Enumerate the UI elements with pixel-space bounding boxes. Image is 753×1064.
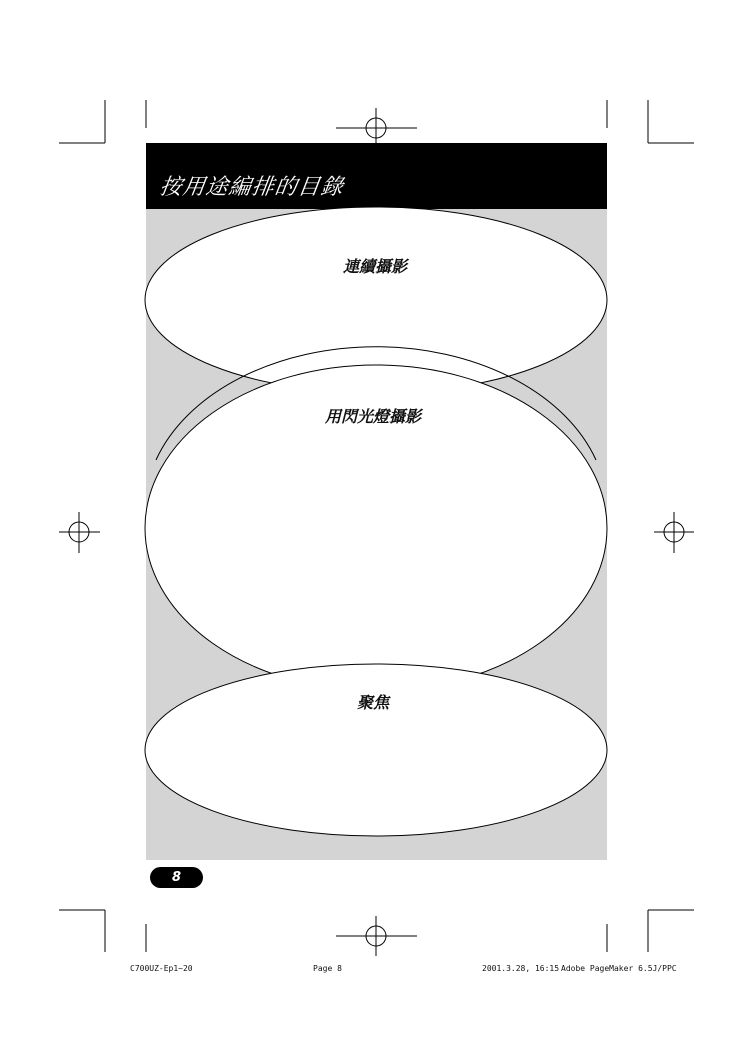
footer-page: Page 8: [313, 964, 342, 973]
section-title-continuous: 連續攝影: [343, 257, 408, 276]
footer-app: Adobe PageMaker 6.5J/PPC: [561, 964, 677, 973]
page-title: 按用途編排的目錄: [157, 175, 346, 200]
page-number-badge: 8: [150, 867, 203, 888]
footer-file: C700UZ-Ep1~20: [130, 964, 193, 973]
section-title-flash: 用閃光燈攝影: [325, 407, 422, 426]
footer-timestamp: 2001.3.28, 16:15: [482, 964, 560, 973]
section-title-focus: 聚焦: [357, 693, 390, 712]
